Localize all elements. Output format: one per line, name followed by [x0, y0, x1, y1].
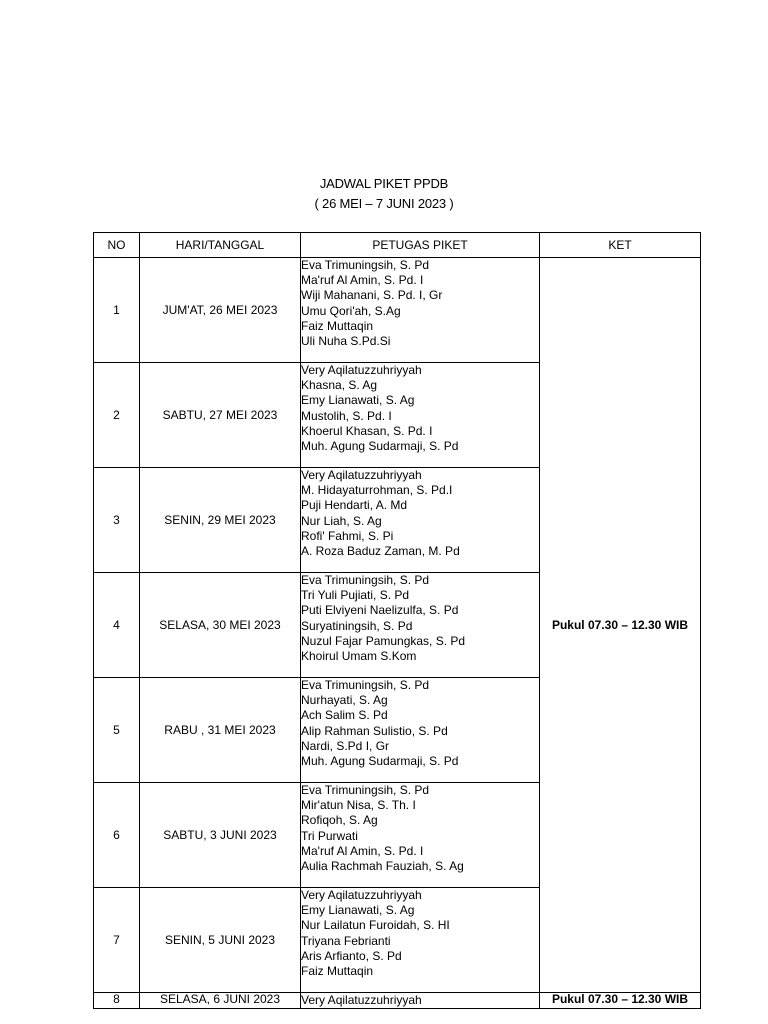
- row-number: 8: [94, 993, 140, 1009]
- row-staff-list: [301, 468, 540, 573]
- staff-name: Nuzul Fajar Pamungkas, S. Pd: [301, 633, 466, 648]
- row-staff-list: [301, 678, 540, 783]
- staff-name: Emy Lianawati, S. Ag: [301, 393, 415, 408]
- table-body: [94, 258, 701, 1009]
- staff-name: Mir'atun Nisa, S. Th. I: [301, 798, 416, 813]
- staff-name: Emy Lianawati, S. Ag: [301, 903, 415, 918]
- document-date-range: ( 26 MEI – 7 JUNI 2023 ): [314, 196, 454, 211]
- row-number: 3: [94, 468, 140, 573]
- row-staff-list: [301, 573, 540, 678]
- ket-time-merged: Pukul 07.30 – 12.30 WIB: [540, 258, 701, 993]
- header-no: NO: [94, 233, 140, 258]
- staff-name: Wiji Mahanani, S. Pd. I, Gr: [301, 288, 443, 303]
- staff-name: Nardi, S.Pd I, Gr: [301, 738, 390, 753]
- table-header-row: [94, 233, 701, 258]
- staff-name: Triyana Febrianti: [301, 933, 391, 948]
- staff-name: Tri Purwati: [301, 828, 358, 843]
- staff-name: Nurhayati, S. Ag: [301, 693, 388, 708]
- staff-name: Faiz Muttaqin: [301, 318, 374, 333]
- row-day-date: RABU , 31 MEI 2023: [140, 678, 301, 783]
- row-day-date: SABTU, 27 MEI 2023: [140, 363, 301, 468]
- staff-name: Puji Hendarti, A. Md: [301, 498, 408, 513]
- staff-name: Suryatiningsih, S. Pd: [301, 618, 413, 633]
- staff-name: Very Aqilatuzzuhriyyah: [301, 363, 422, 377]
- staff-name: Eva Trimuningsih, S. Pd: [301, 258, 430, 272]
- staff-name: Ma'ruf Al Amin, S. Pd. I: [301, 843, 424, 858]
- header-day: HARI/TANGGAL: [140, 233, 301, 258]
- staff-name: Nur Lailatun Furoidah, S. HI: [301, 918, 450, 933]
- staff-name: A. Roza Baduz Zaman, M. Pd: [301, 544, 460, 559]
- row-number: 5: [94, 678, 140, 783]
- staff-name: Ma'ruf Al Amin, S. Pd. I: [301, 273, 424, 288]
- staff-name: Rofiqoh, S. Ag: [301, 813, 378, 828]
- staff-name: Muh. Agung Sudarmaji, S. Pd: [301, 754, 459, 769]
- staff-name: Uli Nuha S.Pd.Si: [301, 334, 391, 349]
- staff-name: M. Hidayaturrohman, S. Pd.I: [301, 483, 453, 498]
- row-staff-list: [301, 783, 540, 888]
- row-staff-list: [301, 258, 540, 363]
- row-day-date: SABTU, 3 JUNI 2023: [140, 783, 301, 888]
- staff-name: Tri Yuli Pujiati, S. Pd: [301, 588, 410, 603]
- staff-name: Umu Qori'ah, S.Ag: [301, 303, 401, 318]
- staff-name: Faiz Muttaqin: [301, 964, 374, 979]
- table-row: [94, 258, 701, 363]
- staff-name: Ach Salim S. Pd: [301, 708, 388, 723]
- header-ket: KET: [540, 233, 701, 258]
- row-staff-list: [301, 993, 540, 1009]
- row-day-date: SELASA, 30 MEI 2023: [140, 573, 301, 678]
- row-number: 1: [94, 258, 140, 363]
- staff-name: Very Aqilatuzzuhriyyah: [301, 888, 422, 902]
- row-day-date: JUM'AT, 26 MEI 2023: [140, 258, 301, 363]
- row-number: 6: [94, 783, 140, 888]
- staff-name: Eva Trimuningsih, S. Pd: [301, 678, 430, 692]
- staff-name: Nur Liah, S. Ag: [301, 513, 382, 528]
- row-day-date: SENIN, 5 JUNI 2023: [140, 888, 301, 993]
- row-staff-list: [301, 888, 540, 993]
- staff-name: Puti Elviyeni Naelizulfa, S. Pd: [301, 603, 459, 618]
- row-number: 4: [94, 573, 140, 678]
- staff-name: Khoirul Umam S.Kom: [301, 649, 417, 664]
- staff-name: Khasna, S. Ag: [301, 378, 378, 393]
- row-staff-list: [301, 363, 540, 468]
- header-staff: PETUGAS PIKET: [301, 233, 540, 258]
- document-title: JADWAL PIKET PPDB: [319, 176, 449, 191]
- row-day-date: SELASA, 6 JUNI 2023: [140, 993, 301, 1009]
- staff-name: Muh. Agung Sudarmaji, S. Pd: [301, 439, 459, 454]
- staff-name: Khoerul Khasan, S. Pd. I: [301, 423, 433, 438]
- ket-time: Pukul 07.30 – 12.30 WIB: [540, 993, 701, 1009]
- picket-schedule-table: [93, 232, 701, 1009]
- row-number: 7: [94, 888, 140, 993]
- staff-name: Rofi' Fahmi, S. Pi: [301, 528, 394, 543]
- staff-name: Very Aqilatuzzuhriyyah: [301, 993, 422, 1007]
- staff-name: Alip Rahman Sulistio, S. Pd: [301, 723, 448, 738]
- staff-name: Eva Trimuningsih, S. Pd: [301, 783, 430, 797]
- row-number: 2: [94, 363, 140, 468]
- staff-name: Mustolih, S. Pd. I: [301, 408, 392, 423]
- row-day-date: SENIN, 29 MEI 2023: [140, 468, 301, 573]
- staff-name: Very Aqilatuzzuhriyyah: [301, 468, 422, 482]
- table-row: [94, 993, 701, 1009]
- staff-name: Aulia Rachmah Fauziah, S. Ag: [301, 859, 464, 874]
- staff-name: Aris Arfianto, S. Pd: [301, 948, 402, 963]
- staff-name: Eva Trimuningsih, S. Pd: [301, 573, 430, 587]
